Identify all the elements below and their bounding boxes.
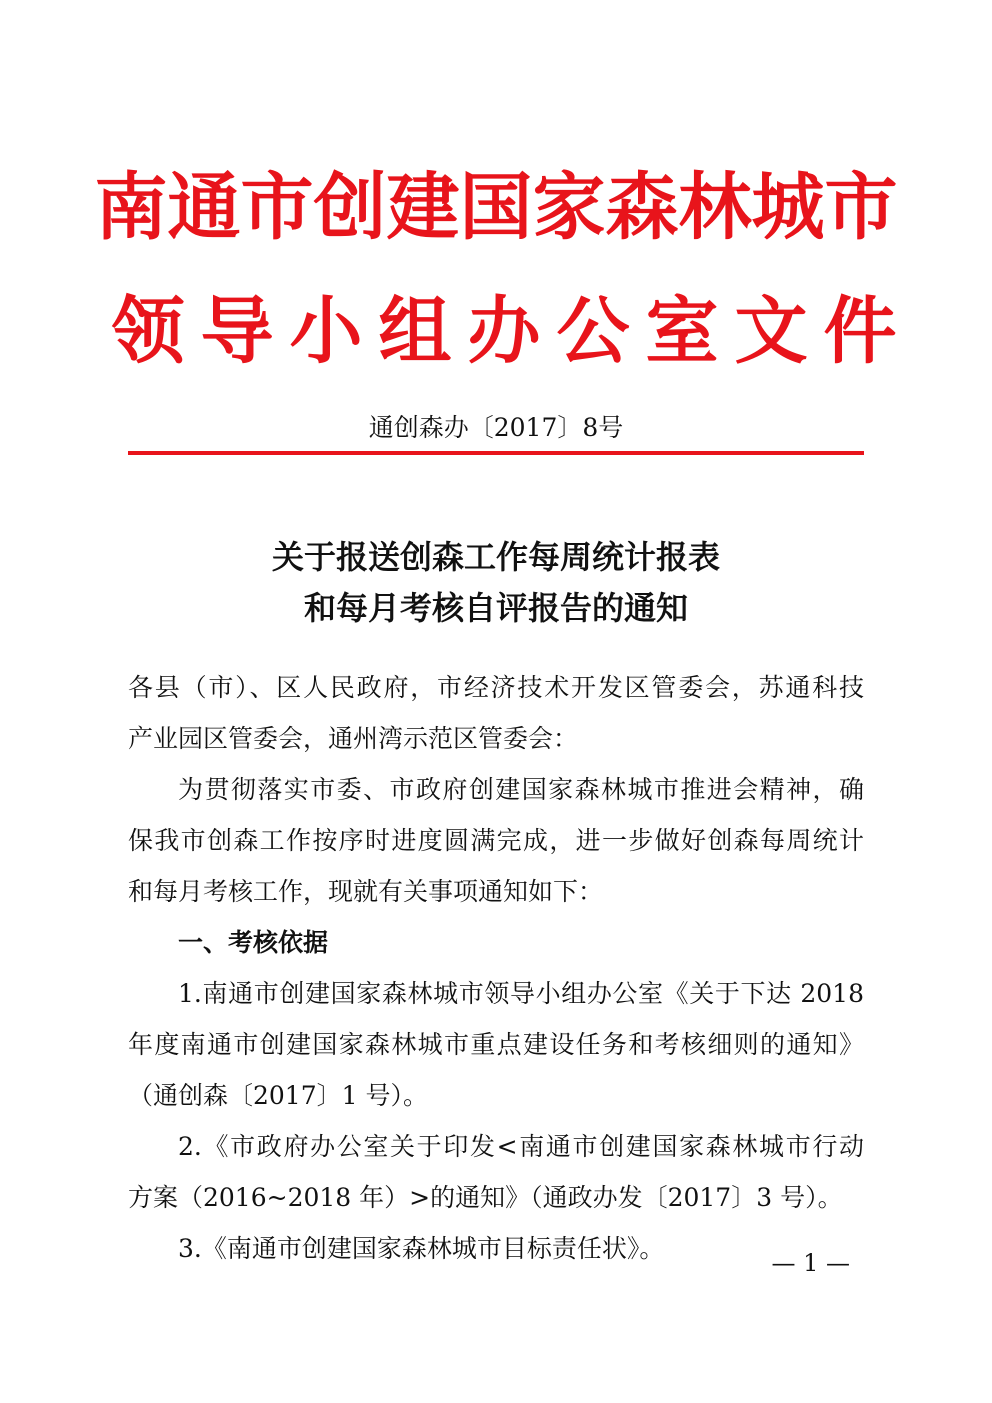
notice-title-line1: 关于报送创森工作每周统计报表 <box>271 538 720 576</box>
notice-title-line2: 和每月考核自评报告的通知 <box>303 589 688 627</box>
item2-line1: 2.《市政府办公室关于印发<南通市创建国家森林城市行动 <box>178 1132 864 1161</box>
intro-line1: 为贯彻落实市委、市政府创建国家森林城市推进会精神，确 <box>178 775 864 804</box>
red-divider-line <box>128 451 864 455</box>
item1-line2: 年度南通市创建国家森林城市重点建设任务和考核细则的通知》 <box>128 1030 864 1059</box>
intro-line3: 和每月考核工作，现就有关事项通知如下： <box>128 877 604 906</box>
section1-heading: 一、考核依据 <box>178 928 329 957</box>
document-number: 通创森办〔2017〕8号 <box>368 413 624 442</box>
addressee-line1: 各县（市）、区人民政府，市经济技术开发区管委会，苏通科技 <box>128 673 864 702</box>
intro-line2: 保我市创森工作按序时进度圆满完成，进一步做好创森每周统计 <box>128 826 864 855</box>
addressee-line2: 产业园区管委会，通州湾示范区管委会： <box>128 724 579 753</box>
masthead-title-line2: 领导小组办公室文件 <box>111 289 913 374</box>
item2-line2: 方案（2016~2018 年）>的通知》（通政办发〔2017〕3 号）。 <box>128 1183 843 1212</box>
page-number: — 1 — <box>771 1249 850 1277</box>
item1-line3: （通创森〔2017〕1 号）。 <box>128 1081 428 1110</box>
item3-line1: 3.《南通市创建国家森林城市目标责任状》。 <box>178 1234 665 1263</box>
item1-line1: 1.南通市创建国家森林城市领导小组办公室《关于下达 2018 <box>178 979 864 1008</box>
masthead-title-line1: 南通市创建国家森林城市 <box>94 165 898 250</box>
